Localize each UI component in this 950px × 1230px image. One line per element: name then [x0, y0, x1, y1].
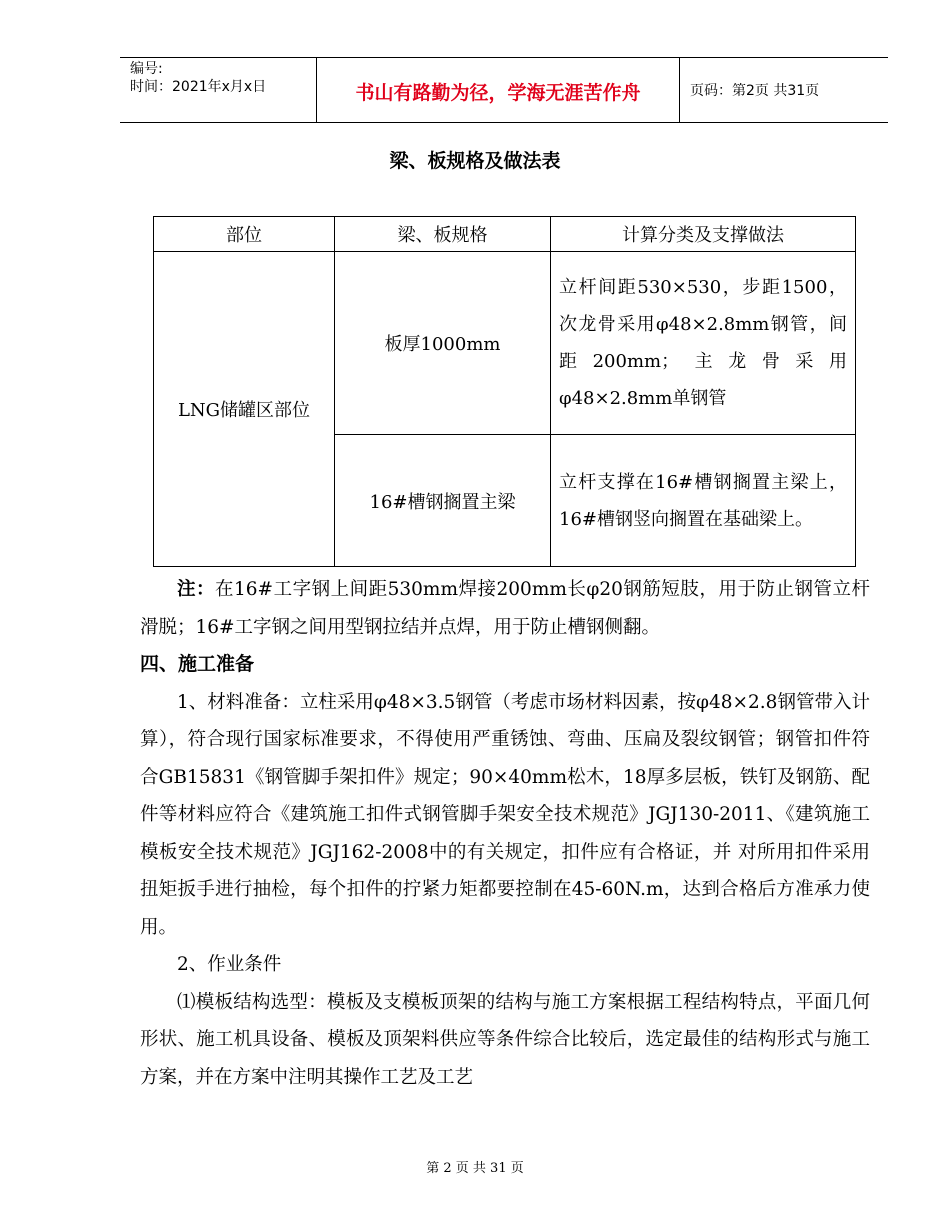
paragraph: 2、作业条件 — [177, 954, 282, 975]
document-time: 时间：2021年x月x日 — [130, 79, 267, 95]
header-motto: 书山有路勤为径，学海无涯苦作舟 — [355, 82, 641, 104]
section-heading: 四、施工准备 — [140, 653, 255, 675]
header-meta — [130, 60, 266, 96]
page-header — [120, 57, 888, 123]
page-footer: 第 2 页 共 31 页 — [426, 1161, 524, 1176]
table-row — [154, 252, 856, 435]
table-header-row — [154, 217, 856, 252]
spec-table — [153, 216, 856, 567]
paragraph: ⑴模板结构选型：模板及支模板顶架的结构与施工方案根据工程结构特点，平面几何形状、施工机具设备、模板及顶架料供应等条件综合比较后，选定最佳的结构形式与施工方案，并在方案中注明其操作工艺及工艺 — [140, 991, 870, 1088]
column-header: 计算分类及支撑做法 — [551, 217, 856, 252]
note-label: 注： — [177, 579, 216, 600]
note-text: 在16#工字钢上间距530mm焊接200mm长φ20钢筋短肢，用于防止钢管立杆滑脱；16#工字钢之间用型钢拉结并点焊，用于防止槽钢侧翻。 — [140, 579, 870, 638]
spec-cell: 板厚1000mm — [335, 252, 551, 435]
note-paragraph — [140, 571, 870, 646]
location-cell: LNG储罐区部位 — [154, 252, 335, 567]
header-page-info: 页码：第2页 共31页 — [690, 83, 820, 99]
body-content — [140, 571, 870, 1096]
spec-cell: 16#槽钢搁置主梁 — [335, 435, 551, 567]
paragraph: 1、材料准备：立柱采用φ48×3.5钢管（考虑市场材料因素，按φ48×2.8钢管带入计算），符合现行国家标准要求，不得使用严重锈蚀、弯曲、压扁及裂纹钢管；钢管扣件符合GB15831《钢管脚手架扣件》规定；90×40mm松木，18厚多层板，铁钉及钢筋、配件等材料应符合《建筑施工扣件式钢管脚手架安全技术规范》JGJ130-2011、《建筑施工模板安全技术规范》JGJ162-2008中的有关规定，扣件应有合格证，并 对所用扣件采用扭矩扳手进行抽检，每个扣件的拧紧力矩都要控制在45-60N.m，达到合格后方准承力使用。 — [140, 691, 870, 938]
header-divider — [679, 58, 680, 122]
document-number-label: 编号: — [130, 61, 163, 77]
method-cell: 立杆支撑在16#槽钢搁置主梁上，16#槽钢竖向搁置在基础梁上。 — [551, 435, 856, 567]
method-cell: 立杆间距530×530，步距1500，次龙骨采用φ48×2.8mm钢管，间距200mm；主龙骨采用φ48×2.8mm单钢管 — [551, 252, 856, 435]
column-header: 部位 — [154, 217, 335, 252]
table-title: 梁、板规格及做法表 — [389, 150, 561, 172]
column-header: 梁、板规格 — [335, 217, 551, 252]
